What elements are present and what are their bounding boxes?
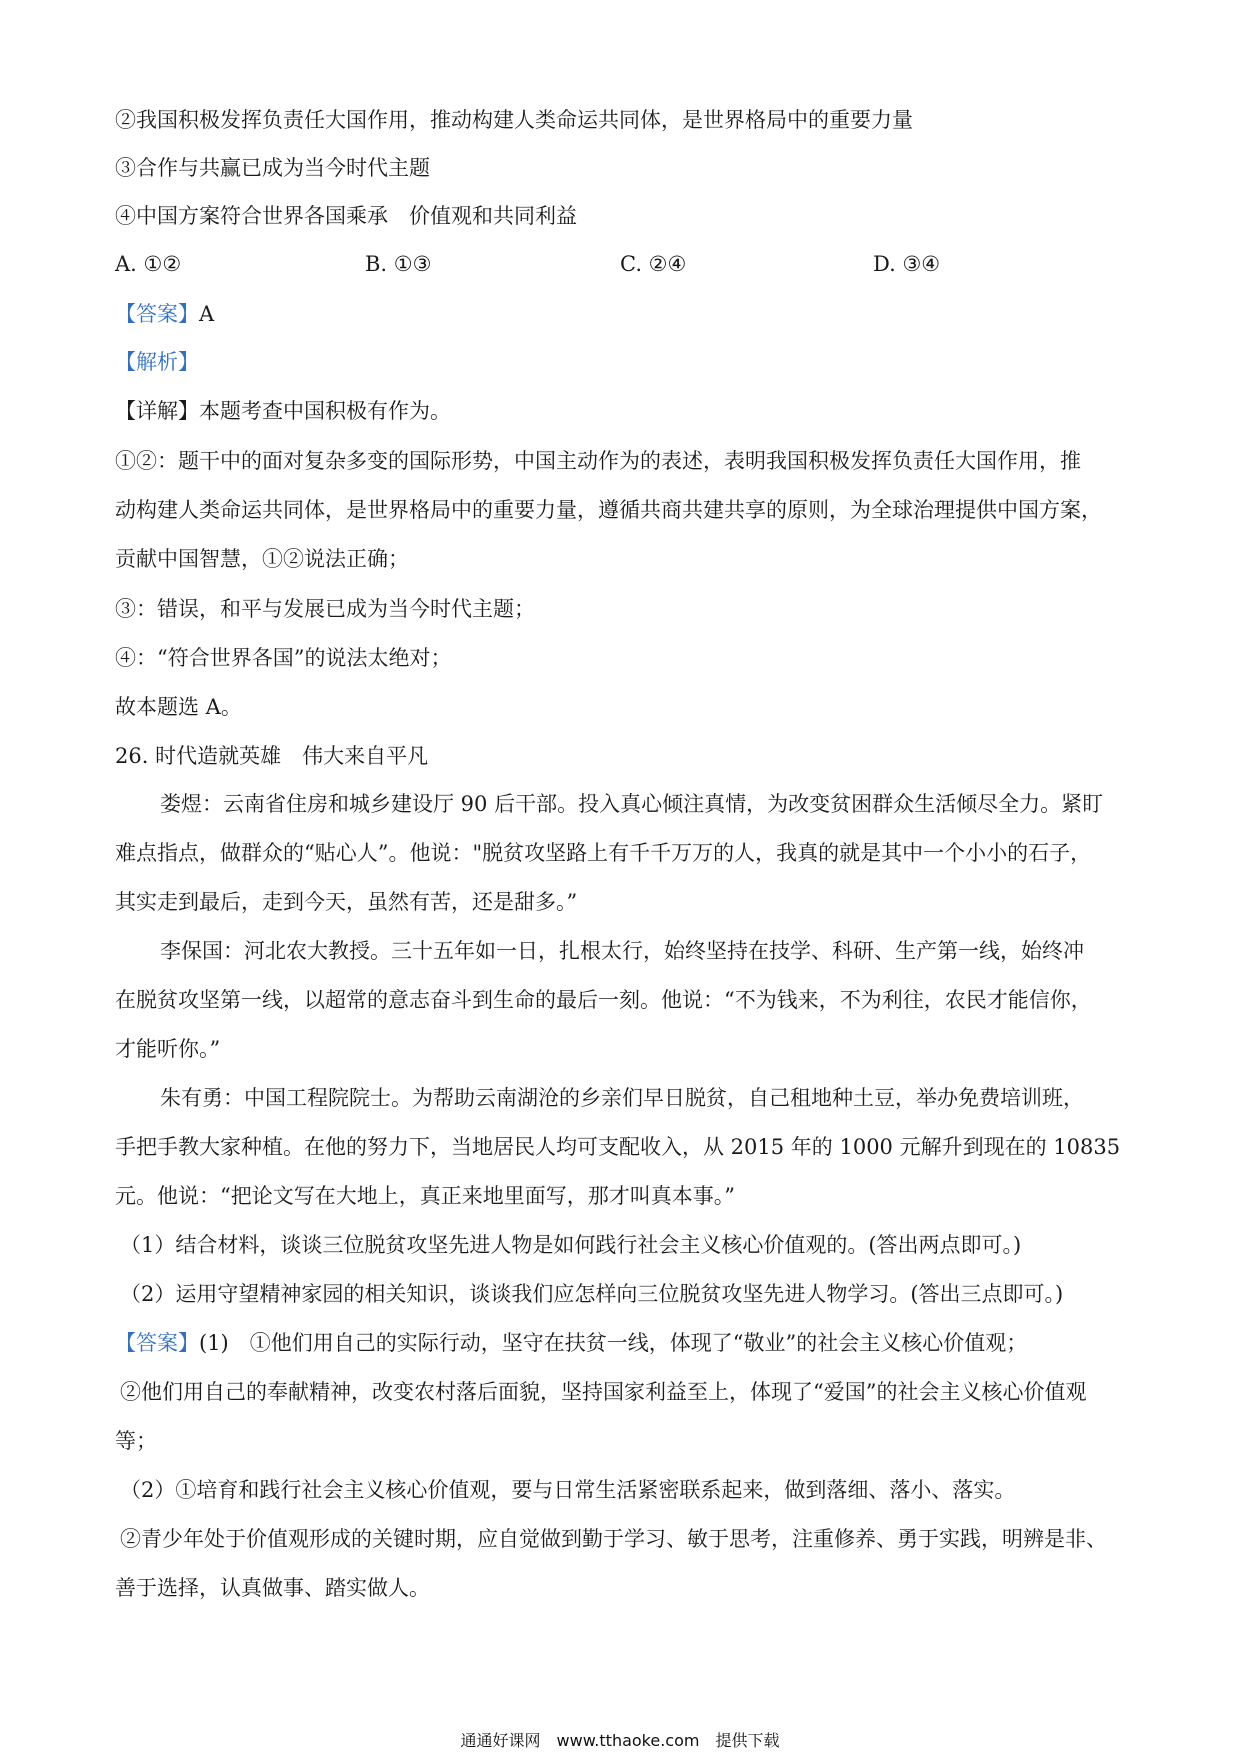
answer-line: 等； <box>115 1429 157 1453</box>
explanation-line: 动构建人类命运共同体，是世界格局中的重要力量，遵循共商共建共享的原则，为全球治理提供中国方案， <box>115 498 1102 522</box>
material-line: 朱有勇：中国工程院院士。为帮助云南湖沧的乡亲们早日脱贫，自己租地种土豆，举办免费培训班， <box>160 1086 1084 1110</box>
answer-line: ②青少年处于价值观形成的关键时期，应自觉做到勤于学习、敏于思考，注重修养、勇于实践，明辨是非、 <box>120 1527 1107 1551</box>
answer-tag: 【答案】 <box>115 302 199 326</box>
explanation-line: 故本题选 A。 <box>115 695 242 719</box>
material-line: 其实走到最后，走到今天，虽然有苦，还是甜多。” <box>115 890 578 914</box>
sub-question-1: （1）结合材料，谈谈三位脱贫攻坚先进人物是如何践行社会主义核心价值观的。(答出两点即可。) <box>120 1233 1022 1257</box>
answer-line <box>115 300 1135 328</box>
answer-line: （2）①培育和践行社会主义核心价值观，要与日常生活紧密联系起来，做到落细、落小、落实。 <box>120 1478 1016 1502</box>
statement-2: ②我国积极发挥负责任大国作用，推动构建人类命运共同体，是世界格局中的重要力量 <box>115 108 913 132</box>
sub-question-2: （2）运用守望精神家园的相关知识，谈谈我们应怎样向三位脱贫攻坚先进人物学习。(答出三点即可。) <box>120 1282 1064 1306</box>
option-b: B. ①③ <box>365 252 432 276</box>
question-26-title: 26. 时代造就英雄 伟大来自平凡 <box>115 744 429 768</box>
explanation-line: ④：“符合世界各国”的说法太绝对； <box>115 646 452 670</box>
material-line: 李保国：河北农大教授。三十五年如一日，扎根太行，始终坚持在技学、科研、生产第一线，始终冲 <box>160 939 1084 963</box>
page-footer: 通通好课网 www.tthaoke.com 提供下载 <box>460 1731 780 1750</box>
material-line: 娄煜：云南省住房和城乡建设厅 90 后干部。投入真心倾注真情，为改变贫困群众生活倾尽全力。紧盯 <box>160 792 1104 816</box>
explanation-line: ①②：题干中的面对复杂多变的国际形势，中国主动作为的表述，表明我国积极发挥负责任大国作用，推 <box>115 449 1081 473</box>
answer-tag: 【答案】 <box>115 1331 199 1355</box>
answer-26-line <box>115 1329 1135 1357</box>
answer-text: (1) ①他们用自己的实际行动，坚守在扶贫一线，体现了“敬业”的社会主义核心价值观； <box>199 1331 1028 1355</box>
explanation-line: 贡献中国智慧，①②说法正确； <box>115 547 409 571</box>
statement-4: ④中国方案符合世界各国乘承 价值观和共同利益 <box>115 204 577 228</box>
material-line: 在脱贫攻坚第一线，以超常的意志奋斗到生命的最后一刻。他说：“不为钱来，不为利往，农民才能信你， <box>115 988 1092 1012</box>
answer-line: 善于选择，认真做事、踏实做人。 <box>115 1576 430 1600</box>
material-line: 难点指点，做群众的“贴心人”。他说："脱贫攻坚路上有千千万万的人，我真的就是其中一个小小的石子， <box>115 841 1092 865</box>
option-a: A. ①② <box>115 252 182 276</box>
analysis-tag: 【解析】 <box>115 350 199 374</box>
explanation-line: ③：错误，和平与发展已成为当今时代主题； <box>115 597 535 621</box>
answer-line: ②他们用自己的奉献精神，改变农村落后面貌，坚持国家利益至上，体现了“爱国”的社会主义核心价值观 <box>120 1380 1087 1404</box>
material-line: 元。他说：“把论文写在大地上，真正来地里面写，那才叫真本事。” <box>115 1184 735 1208</box>
answer-options <box>115 252 1135 282</box>
answer-value: A <box>199 302 215 326</box>
detail-line: 【详解】本题考查中国积极有作为。 <box>115 399 451 423</box>
option-d: D. ③④ <box>873 252 941 276</box>
statement-3: ③合作与共赢已成为当今时代主题 <box>115 156 430 180</box>
material-line: 才能听你。” <box>115 1037 221 1061</box>
option-c: C. ②④ <box>620 252 687 276</box>
material-line: 手把手教大家种植。在他的努力下，当地居民人均可支配收入，从 2015 年的 1000 元解升到现在的 10835 <box>115 1135 1121 1159</box>
